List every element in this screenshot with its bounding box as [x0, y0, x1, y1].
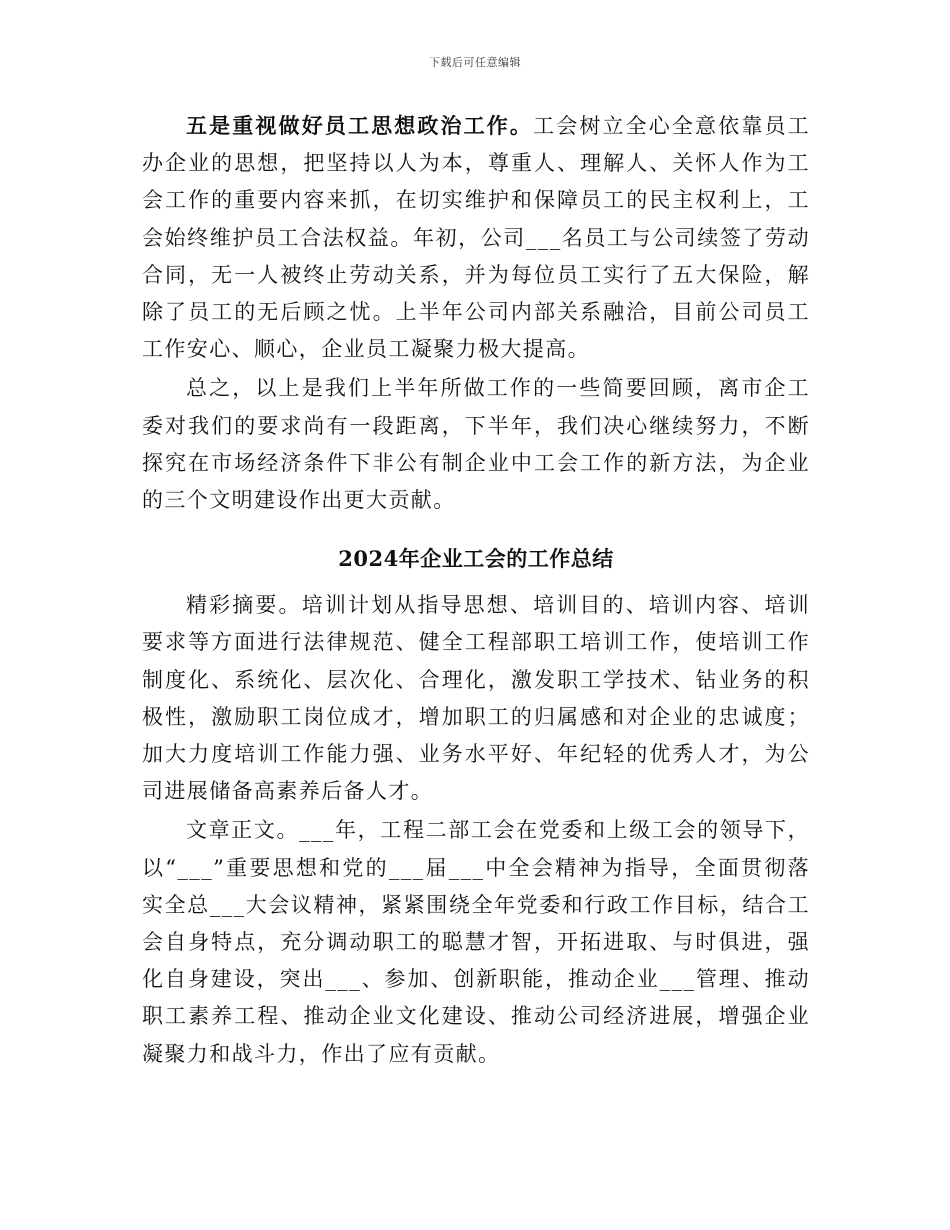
paragraph-political-work	[142, 107, 810, 368]
paragraph-main-text: 文章正文。___年，工程二部工会在党委和上级工会的领导下，以“___”重要思想和党的___届___中全会精神为指导，全面贯彻落实全总___大会议精神，紧紧围绕全年党委和行政工作目标，结合工会自身特点，充分调动职工的聪慧才智，开拓进取、与时俱进，强化自身建设，突出___、参加、创新职能，推动企业___管理、推动职工素养工程、推动企业文化建设、推动公司经济进展，增强企业凝聚力和战斗力，作出了应有贡献。	[142, 818, 810, 1066]
paragraph-body: 工会树立全心全意依靠员工办企业的思想，把坚持以人为本，尊重人、理解人、关怀人作为工会工作的重要内容来抓，在切实维护和保障员工的民主权利上，工会始终维护员工合法权益。年初，公司___名员工与公司续签了劳动合同，无一人被终止劳动关系，并为每位员工实行了五大保险，解除了员工的无后顾之忧。上半年公司内部关系融洽，目前公司员工工作安心、顺心，企业员工凝聚力极大提高。	[142, 114, 810, 362]
header-note: 下载后可任意编辑	[429, 56, 521, 69]
paragraph-conclusion: 总之，以上是我们上半年所做工作的一些简要回顾，离市企工委对我们的要求尚有一段距离，下半年，我们决心继续努力，不断探究在市场经济条件下非公有制企业中工会工作的新方法，为企业的三个文明建设作出更大贡献。	[142, 376, 810, 513]
document-body	[142, 107, 810, 1073]
paragraph-lead: 五是重视做好员工思想政治工作。	[186, 113, 534, 138]
section-title: 2024年企业工会的工作总结	[338, 546, 614, 572]
paragraph-summary: 精彩摘要。培训计划从指导思想、培训目的、培训内容、培训要求等方面进行法律规范、健全工程部职工培训工作，使培训工作制度化、系统化、层次化、合理化，激发职工学技术、钻业务的积极性，激励职工岗位成才，增加职工的归属感和对企业的忠诚度；加大力度培训工作能力强、业务水平好、年纪轻的优秀人才，为公司进展储备高素养后备人才。	[142, 593, 810, 804]
